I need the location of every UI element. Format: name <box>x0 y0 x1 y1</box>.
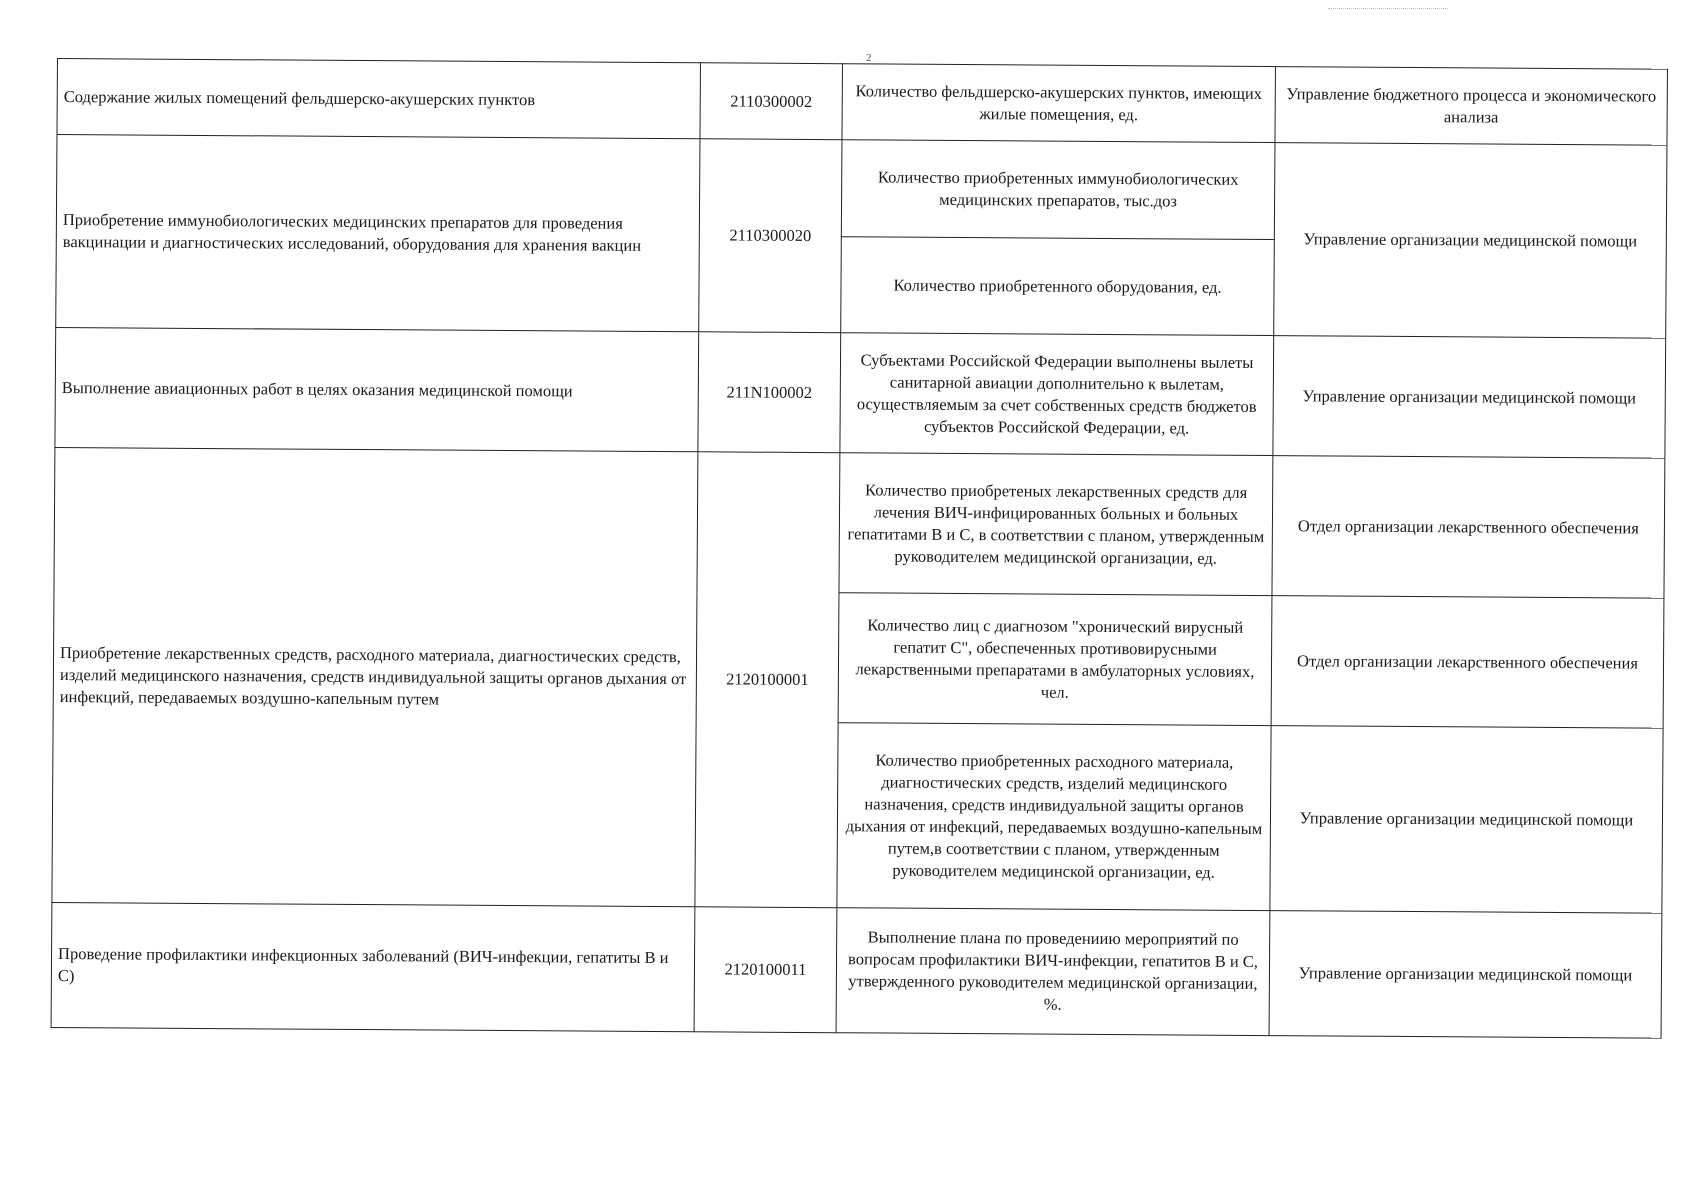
scan-artifact <box>1328 8 1448 13</box>
indicator: Количество лиц с диагнозом "хронический вирусный гепатит С", обеспеченных противовирусными лекарственными препаратами в амбулаторных условиях, чел. <box>838 593 1272 726</box>
table-row <box>55 327 1666 458</box>
indicator: Количество приобретенного оборудования, ед. <box>841 237 1275 336</box>
table-row <box>51 902 1662 1038</box>
indicator: Количество фельдшерско-акушерских пунктов, имеющих жилые помещения, ед. <box>842 64 1275 143</box>
measure-name: Проведение профилактики инфекционных заболеваний (ВИЧ-инфекции, гепатиты В и С) <box>51 902 695 1031</box>
measure-name: Содержание жилых помещений фельдшерско-акушерских пунктов <box>57 59 700 139</box>
table-row <box>56 135 1667 243</box>
budget-code: 211N100002 <box>698 332 841 453</box>
page-number: 2 <box>866 52 872 64</box>
responsible-unit: Управление организации медицинской помощи <box>1273 336 1666 459</box>
responsible-unit: Отдел организации лекарственного обеспечения <box>1271 596 1664 729</box>
table-row <box>57 59 1667 146</box>
table-row <box>54 447 1665 598</box>
responsible-unit: Отдел организации лекарственного обеспечения <box>1272 456 1665 599</box>
budget-code: 2110300002 <box>700 63 843 140</box>
measures-table <box>51 58 1668 1039</box>
budget-code: 2120100001 <box>695 452 840 908</box>
budget-code: 2120100011 <box>694 907 837 1033</box>
indicator: Количество приобретенных иммунобиологических медицинских препаратов, тыс.доз <box>841 140 1275 240</box>
indicator: Количество приобретеных лекарственных средств для лечения ВИЧ-инфицированных больных и больных гепатитами В и С, в соответствии с планом, утвержденным руководителем медицинской организации, ед. <box>839 453 1273 596</box>
responsible-unit: Управление организации медицинской помощи <box>1274 143 1667 339</box>
responsible-unit: Управление организации медицинской помощи <box>1270 726 1663 914</box>
responsible-unit: Управление бюджетного процесса и экономического анализа <box>1275 67 1667 146</box>
measure-name: Выполнение авиационных работ в целях оказания медицинской помощи <box>55 327 699 451</box>
budget-code: 2110300020 <box>699 139 842 333</box>
measure-name: Приобретение лекарственных средств, расходного материала, диагностических средств, изделий медицинского назначения, средств индивидуальной защиты органов дыхания от инфекций, передаваемых воздушно-капельным путем <box>52 447 698 906</box>
measure-name: Приобретение иммунобиологических медицинских препаратов для проведения вакцинации и диагностических исследований, оборудования для хранения вакцин <box>56 135 700 332</box>
indicator: Субъектами Российской Федерации выполнены вылеты санитарной авиации дополнительно к вылетам, осуществляемым за счет собственных средств бюджетов субъектов Российской Федерации, ед. <box>840 333 1274 456</box>
responsible-unit: Управление организации медицинской помощи <box>1269 911 1662 1039</box>
indicator: Количество приобретенных расходного материала, диагностических средств, изделий медицинского назначения, средств индивидуальной защиты органов дыхания от инфекций, передаваемых воздушно-капельным путем,в соответствии с планом, утвержденным руководителем медицинской организации, ед. <box>837 723 1271 911</box>
indicator: Выполнение плана по проведениию мероприятий по вопросам профилактики ВИЧ-инфекции, гепатитов В и С, утвержденного руководителем медицинской организации, %. <box>836 908 1270 1036</box>
